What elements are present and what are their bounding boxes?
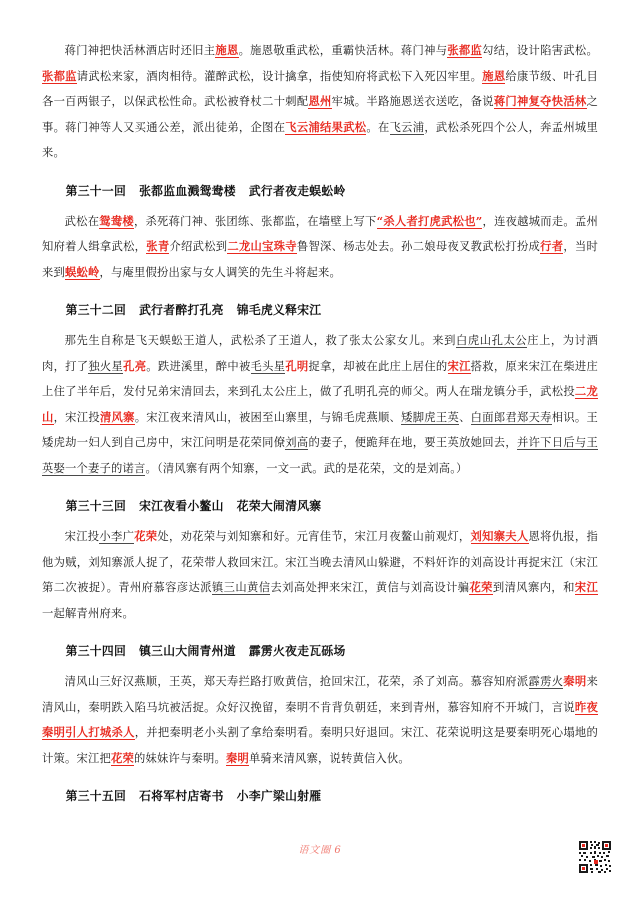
- underlined-term: 独火星: [88, 359, 124, 373]
- underlined-term: 白面郎君郑天寿: [470, 410, 552, 424]
- chapter-title-first: 武行者醉打孔亮: [139, 303, 224, 317]
- underlined-term: 霹雳火: [528, 675, 564, 688]
- chapter-title-first: 张都监血溅鸳鸯楼: [139, 183, 236, 198]
- paragraph: 那先生自称是飞天蜈蚣王道人，武松杀了王道人，救了张太公家女儿。来到白虎山孔太公庄上，为讨酒肉，打了独火星孔亮。跌进溪里，醉中被毛头星孔明捉拿，却被在此庄上居住的宋江搭救，原来宋江在柴进庄上住了半年后，发付兄弟宋清回去，来到孔太公庄上，做了孔明孔亮的师父。两人在瑞龙镇分手，武松投二龙山，宋江投清风寨。宋江夜来清风山，被困至山寨里，与锦毛虎燕顺、矮脚虎王英、白面郎君郑天寿相识。王矮虎劫一妇人到自己房中，宋江问明是花荣同僚刘高的妻子，便跪拜在地，要王英放她回去，并许下日后与王英娶一个妻子的诺言。（清风寨有两个知寨，一文一武。武的是花荣，文的是刘高。）: [42, 334, 599, 475]
- highlighted-term: 行者: [540, 239, 564, 253]
- page-content: [42, 38, 598, 814]
- watermark-label: [298, 841, 341, 856]
- paragraph: 清风山三好汉燕顺，王英，郑天寿拦路打败黄信，抢回宋江，花荣，杀了刘高。慕容知府派霹雳火秦明来清风山，秦明跌入陷马坑被活捉。众好汉挽留，秦明不肯背负朝廷，来到青州，慕容知府不开城门，言说昨夜秦明引人打城杀人，并把秦明老小头割了拿给秦明看。秦明只好退回。宋江、花荣说明这是要秦明死心塌地的计策。宋江把花荣的妹妹许与秦明。秦明单骑来清风寨，说转黄信入伙。: [42, 674, 598, 765]
- highlighted-term: 鸳鸯楼: [99, 213, 134, 228]
- highlighted-term: 花荣: [469, 580, 493, 594]
- highlighted-term: 施恩: [482, 68, 506, 83]
- highlighted-term: 张都监: [447, 43, 483, 57]
- chapter-title-second: 花荣大闹清风寨: [236, 499, 322, 513]
- chapter-title-second: 锦毛虎义释宋江: [236, 303, 322, 317]
- chapter-number: 第三十二回: [65, 303, 127, 317]
- highlighted-term: 施恩: [215, 43, 239, 57]
- chapter-number: 第三十一回: [65, 183, 127, 198]
- underlined-term: 刘高: [285, 436, 309, 449]
- highlighted-term: “杀人者打虎武松也”: [376, 213, 483, 228]
- highlighted-term: 蒋门神复夺快活林: [493, 94, 587, 108]
- highlighted-term: 清风寨: [99, 409, 135, 424]
- highlighted-term: 花荣: [110, 750, 134, 765]
- highlighted-term: 二龙山: [42, 384, 598, 424]
- underlined-term: 并许下日后与王英娶一个妻子的诺言: [42, 436, 598, 475]
- highlighted-term: 花荣: [134, 529, 158, 543]
- highlighted-term: 刘知寨夫人: [470, 529, 529, 543]
- highlighted-term: 飞云浦结果武松: [285, 119, 367, 134]
- chapter-title-first: 宋江夜看小鳌山: [139, 499, 224, 513]
- chapter-title-first: 镇三山大闹青州道: [139, 644, 236, 658]
- highlighted-term: 蜈蚣岭: [65, 264, 100, 279]
- paragraph: 蒋门神把快活林酒店时还旧主施恩。施恩敬重武松，重霸快活林。蒋门神与张都监勾结，设计陷害武松。张都监请武松来家，酒肉相待。灌醉武松，设计擒拿，指使知府将武松下入死囚牢里。施恩给康节级、叶孔目各一百两银子，以保武松性命。武松被脊杖二十刺配恩州牢城。半路施恩送衣送吃，备说蒋门神复夺快活林之事。蒋门神等人又买通公差，派出徒弟，企图在飞云浦结果武松。在飞云浦，武松杀死四个公人，奔孟州城里来。: [42, 43, 598, 159]
- highlighted-term: 恩州: [308, 94, 332, 108]
- paragraph: 宋江投小李广花荣处，劝花荣与刘知寨和好。元宵佳节，宋江月夜鳌山前观灯，刘知寨夫人恩将仇报，指他为贼，刘知寨派人捉了，花荣带人救回宋江。宋江当晚去清风山躲避，不料奸诈的刘高设计再捉宋江（宋江第二次被捉）。青州府慕容彦达派镇三山黄信去刘高处押来宋江，黄信与刘高设计骗花荣到清风寨内，和宋江一起解青州府来。: [42, 529, 598, 620]
- highlighted-term: 秦明: [563, 674, 587, 688]
- highlighted-term: 张都监: [42, 68, 77, 83]
- chapter-number: 第三十五回: [65, 789, 127, 803]
- chapter-heading: [42, 179, 598, 203]
- highlighted-term: 秦明: [225, 750, 249, 765]
- highlighted-term: 孔明: [285, 358, 309, 373]
- page-footer: [0, 838, 640, 857]
- chapter-number: 第三十三回: [65, 499, 127, 513]
- underlined-term: 飞云浦: [389, 120, 425, 134]
- chapter-title-second: 小李广梁山射雁: [236, 789, 322, 803]
- watermark-text: 语文圈: [298, 845, 332, 856]
- chapter-title-first: 石将军村店寄书: [139, 789, 224, 803]
- highlighted-term: 宋江: [574, 580, 598, 594]
- chapter-heading: [42, 298, 598, 322]
- underlined-term: 镇三山黄信: [211, 581, 271, 594]
- chapter-heading: [42, 784, 598, 808]
- qr-code-icon: [578, 840, 612, 874]
- chapter-heading: [42, 494, 598, 518]
- highlighted-term: 孔亮: [123, 358, 147, 373]
- chapter-title-second: 武行者夜走蜈蚣岭: [248, 183, 346, 198]
- underlined-term: 矮脚虎王英: [401, 410, 460, 424]
- chapter-title-second: 霹雳火夜走瓦砾场: [248, 644, 346, 658]
- underlined-term: 毛头星: [250, 359, 286, 373]
- chapter-heading: [42, 639, 598, 663]
- highlighted-term: 昨夜秦明引人打城杀人: [42, 699, 598, 739]
- underlined-term: 白虎山孔太公: [456, 334, 528, 347]
- paragraph: 武松在鸳鸯楼，杀死蒋门神、张团练、张都监，在墙壁上写下“杀人者打虎武松也”，连夜越城而走。孟州知府着人缉拿武松，张青介绍武松到二龙山宝珠寺鲁智深、杨志处去。孙二娘母夜叉教武松打扮成行者，当时来到蜈蚣岭，与庵里假扮出家与女人调笑的先生斗将起来。: [42, 213, 599, 279]
- underlined-term: 小李广: [99, 530, 135, 543]
- highlighted-term: 张青: [146, 239, 170, 253]
- highlighted-term: 二龙山宝珠寺: [227, 239, 297, 253]
- highlighted-term: 宋江: [447, 358, 471, 373]
- page-number: 6: [334, 845, 342, 856]
- chapter-number: 第三十四回: [65, 644, 127, 658]
